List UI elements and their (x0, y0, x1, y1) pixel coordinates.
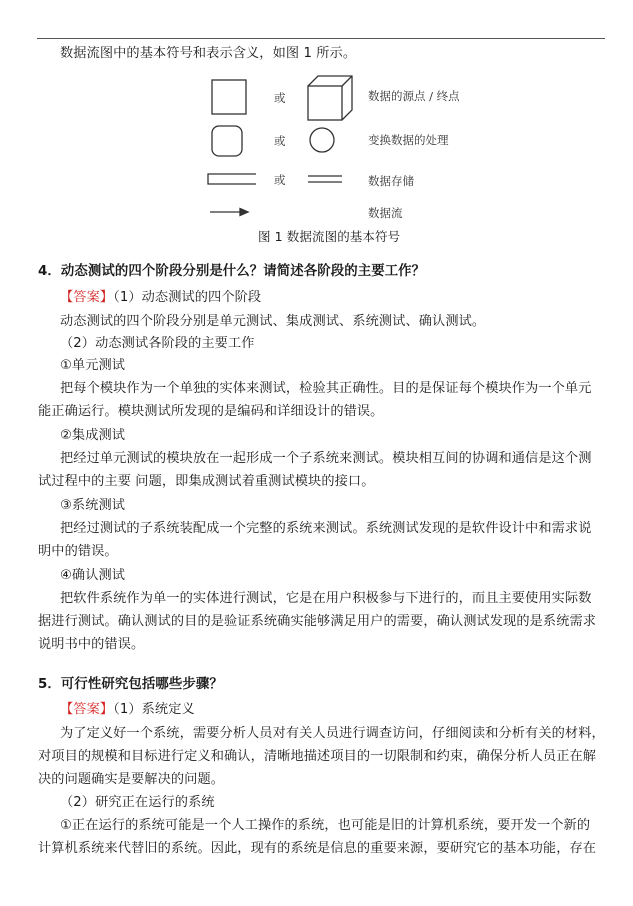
header-rule (37, 38, 605, 39)
question-number: 4． (38, 264, 61, 279)
paragraph-line: 决的问题确实是要解决的问题。 (38, 772, 225, 787)
paragraph: 动态测试的四个阶段分别是单元测试、集成测试、系统测试、确认测试。 (60, 314, 486, 329)
subsection-title: ④确认测试 (60, 568, 126, 583)
question-text: 动态测试的四个阶段分别是什么？请简述各阶段的主要工作？ (60, 264, 426, 279)
figure-caption: 图 1 数据流图的基本符号 (258, 229, 401, 244)
or-label-1: 或 (274, 91, 286, 105)
paragraph-line: 把经过测试的子系统装配成一个完整的系统来测试。系统测试发现的是软件设计中和需求说 (60, 521, 592, 536)
question-5 (38, 677, 223, 693)
answer-part-1-heading: （1）动态测试的四个阶段 (113, 290, 262, 305)
source-square-symbol (212, 80, 246, 114)
paragraph-line: ①正在运行的系统可能是一个人工操作的系统，也可能是旧的计算机系统，要开发一个新的 (60, 818, 591, 833)
source-cube-symbol (308, 76, 352, 120)
question-4 (38, 264, 425, 280)
intro-text: 数据流图中的基本符号和表示含义，如图 1 所示。 (60, 46, 357, 61)
paragraph-line: 说明书中的错误。 (38, 637, 145, 652)
dfd-symbols-figure (200, 68, 500, 228)
answer-5-head (60, 702, 195, 718)
process-rounded-symbol (212, 126, 242, 156)
paragraph-line: 据进行测试。确认测试的目的是验证系统确实能够满足用户的需要，确认测试发现的是系统需求 (38, 614, 597, 629)
process-circle-symbol (310, 128, 334, 152)
answer-4-head (60, 290, 261, 306)
store-open-rect-symbol (208, 174, 256, 184)
paragraph-line: 能正确运行。模块测试所发现的是编码和详细设计的错误。 (38, 404, 384, 419)
answer-tag: 【答案】 (60, 702, 114, 717)
section-heading: （2）研究正在运行的系统 (60, 795, 215, 810)
answer-part-1-heading: （1）系统定义 (113, 702, 195, 717)
subsection-title: ③系统测试 (60, 498, 126, 513)
label-source-sink: 数据的源点 / 终点 (368, 89, 460, 103)
paragraph-line: 把经过单元测试的模块放在一起形成一个子系统来测试。模块相互间的协调和通信是这个测 (60, 451, 592, 466)
label-process: 变换数据的处理 (368, 133, 449, 147)
paragraph-line: 计算机系统来代替旧的系统。因此，现有的系统是信息的重要来源，要研究它的基本功能，存在 (38, 841, 597, 856)
paragraph-line: 对项目的规模和目标进行定义和确认，清晰地描述项目的一切限制和约束，确保分析人员正在解 (38, 749, 597, 764)
paragraph-line: 明中的错误。 (38, 544, 118, 559)
section-heading: （2）动态测试各阶段的主要工作 (60, 336, 255, 351)
store-double-line-symbol (308, 176, 342, 182)
paragraph-line: 把每个模块作为一个单独的实体来测试，检验其正确性。目的是保证每个模块作为一个单元 (60, 381, 592, 396)
paragraph-line: 为了定义好一个系统，需要分析人员对有关人员进行调查访问，仔细阅读和分析有关的材料， (60, 726, 605, 741)
label-data-store: 数据存储 (368, 174, 414, 188)
subsection-title: ①单元测试 (60, 358, 126, 373)
label-data-flow: 数据流 (368, 206, 403, 220)
question-number: 5． (38, 677, 61, 692)
or-label-3: 或 (274, 173, 286, 187)
answer-tag: 【答案】 (60, 290, 114, 305)
paragraph-line: 把软件系统作为单一的实体进行测试，它是在用户积极参与下进行的，而且主要使用实际数 (60, 591, 592, 606)
paragraph-line: 试过程中的主要 问题，即集成测试着重测试模块的接口。 (38, 474, 375, 489)
or-label-2: 或 (274, 134, 286, 148)
subsection-title: ②集成测试 (60, 428, 126, 443)
flow-arrow-symbol (210, 209, 248, 216)
question-text: 可行性研究包括哪些步骤？ (60, 677, 223, 692)
